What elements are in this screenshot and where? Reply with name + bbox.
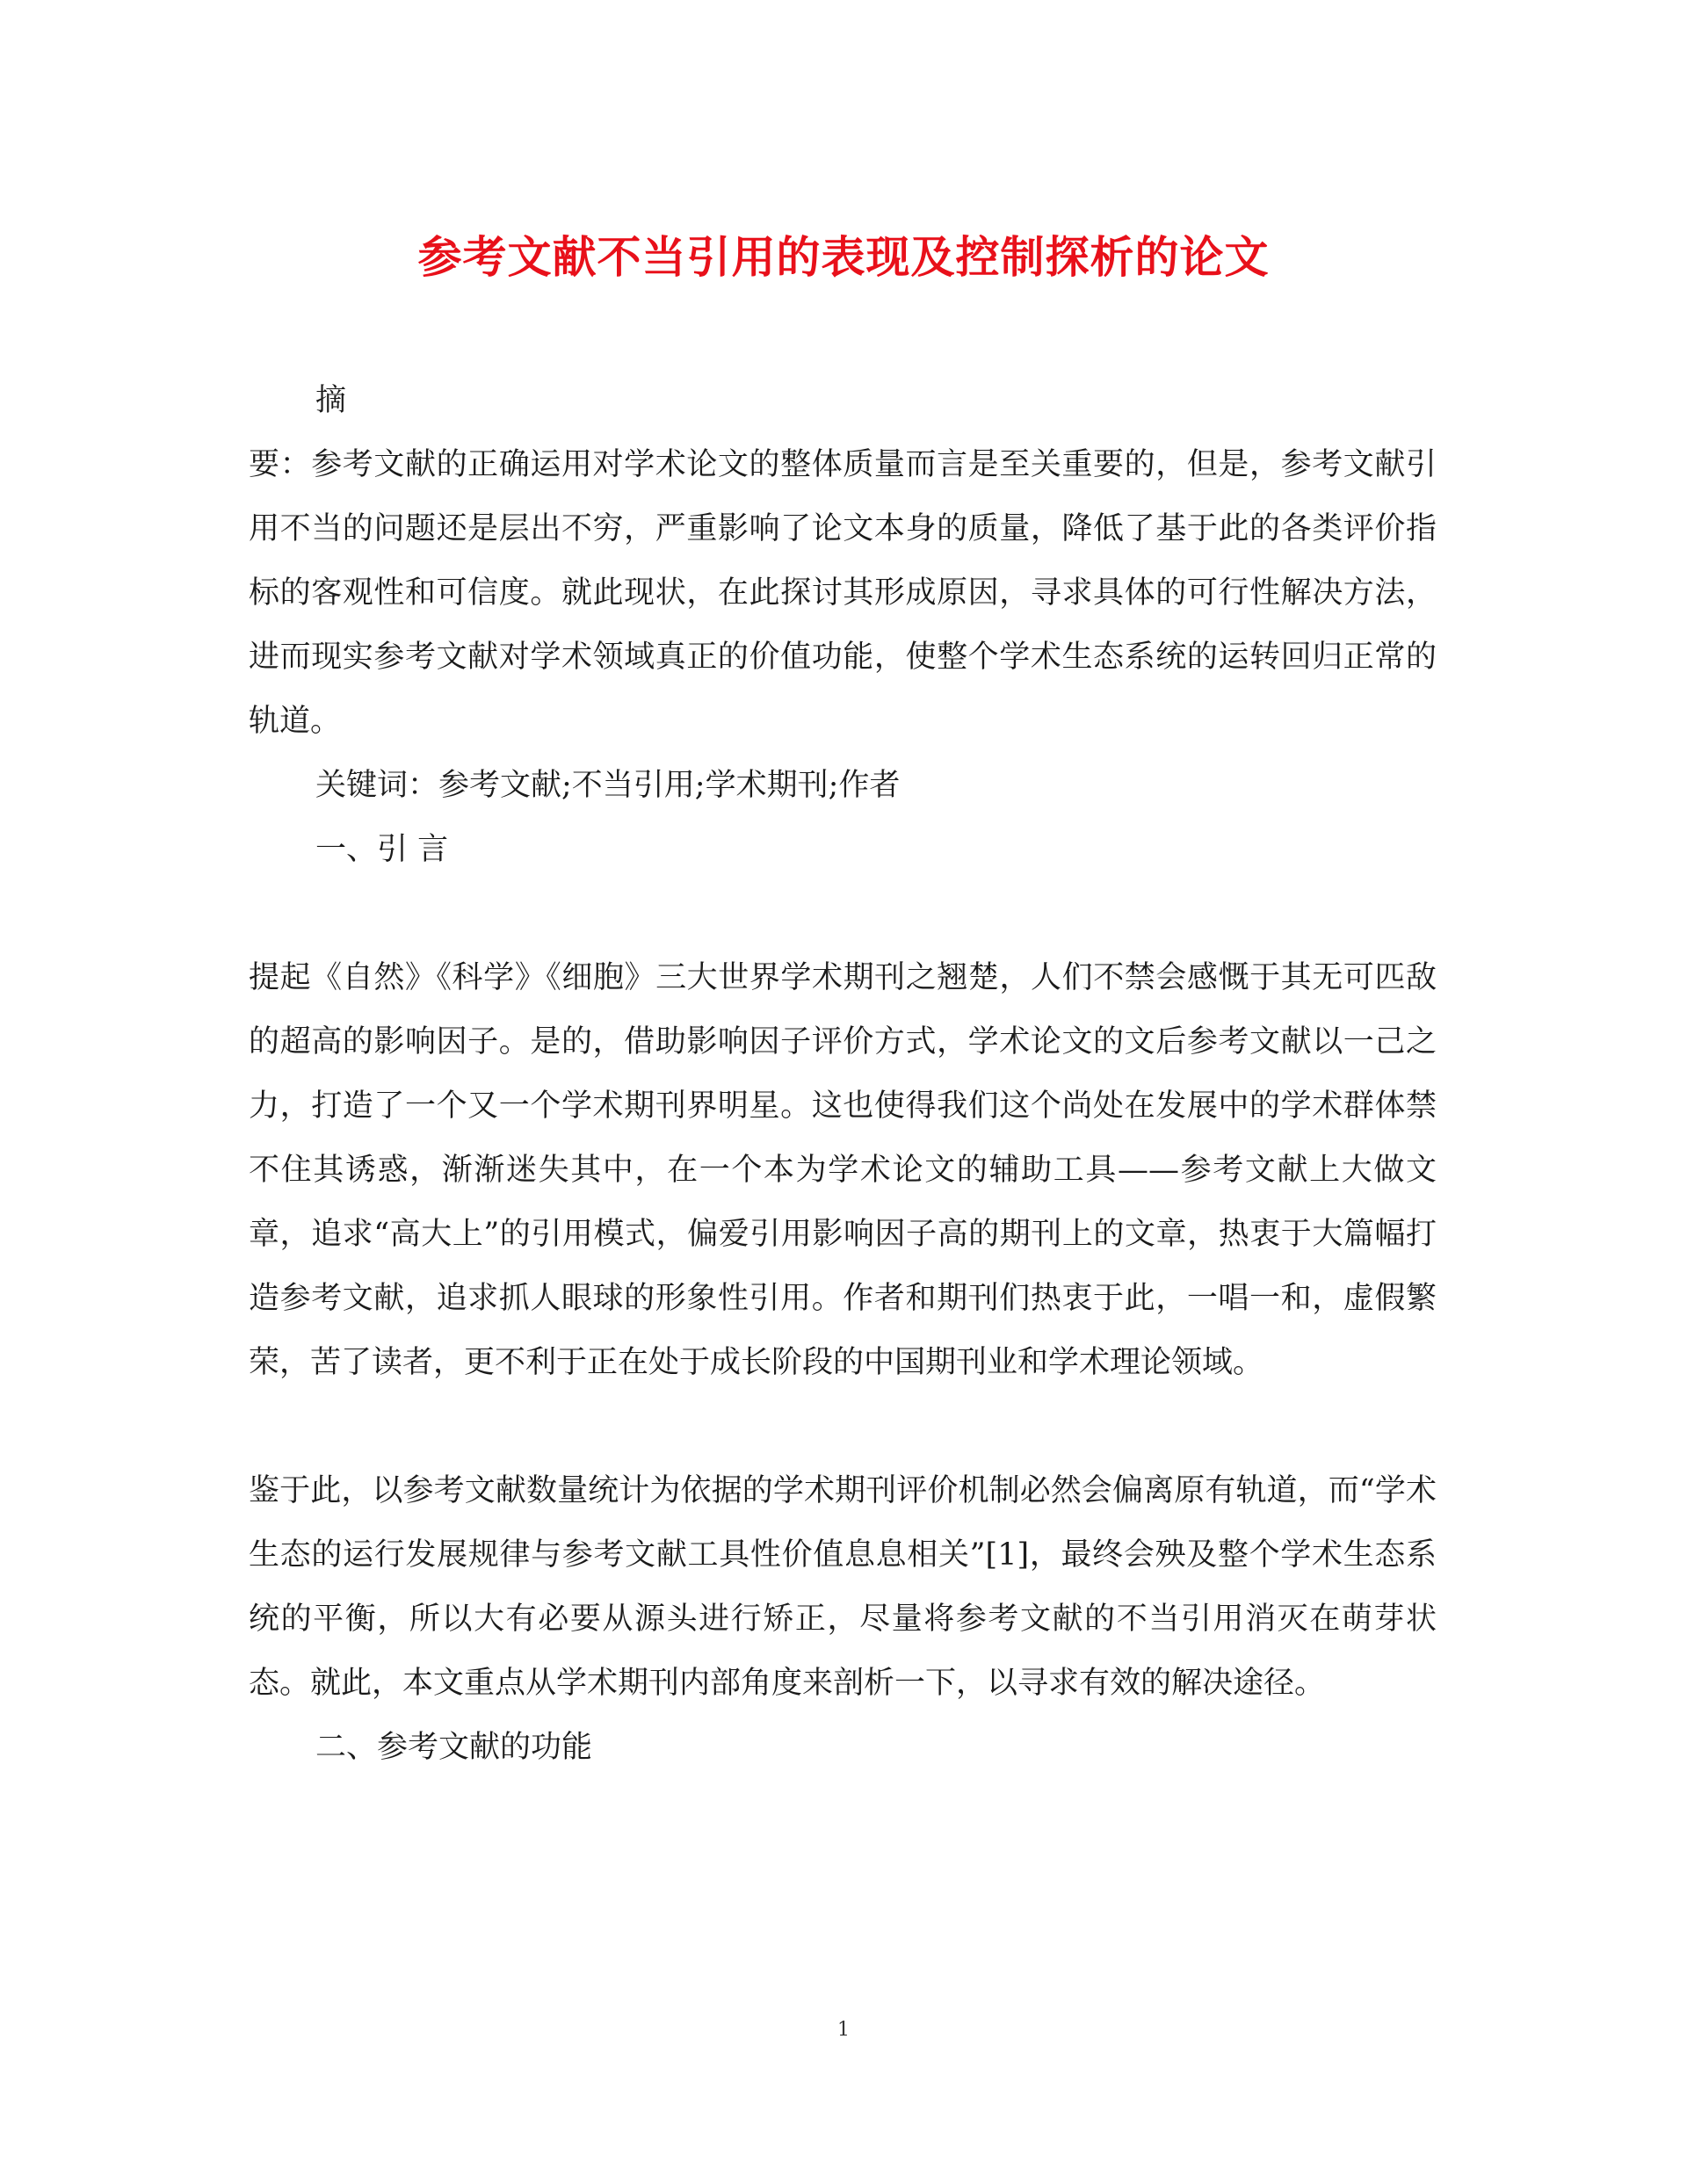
document-title: 参考文献不当引用的表现及控制探析的论文 <box>417 232 1270 283</box>
abstract-text: 要：参考文献的正确运用对学术论文的整体质量而言是至关重要的，但是，参考文献引用不当的问题还是层出不穷，严重影响了论文本身的质量，降低了基于此的各类评价指标的客观性和可信度。就此现状，在此探讨其形成原因，寻求具体的可行性解决方法，进而现实参考文献对学术领域真正的价值功能，使整个学术生态系统的运转回归正常的轨道。 <box>249 447 1437 739</box>
abstract-label: 摘 <box>315 383 347 418</box>
paragraph-spacer <box>249 1395 1437 1459</box>
introduction-paragraph-1: 提起《自然》《科学》《细胞》三大世界学术期刊之翘楚，人们不禁会感慨于其无可匹敌的超高的影响因子。是的，借助影响因子评价方式，学术论文的文后参考文献以一己之力，打造了一个又一个学术期刊界明星。这也使得我们这个尚处在发展中的学术群体禁不住其诱惑，渐渐迷失其中，在一个本为学术论文的辅助工具——参考文献上大做文章，追求“高大上”的引用模式，偏爱引用影响因子高的期刊上的文章，热衷于大篇幅打造参考文献，追求抓人眼球的形象性引用。作者和期刊们热衷于此，一唱一和，虚假繁荣，苦了读者，更不利于正在处于成长阶段的中国期刊业和学术理论领域。 <box>249 960 1437 1380</box>
paragraph-spacer <box>249 882 1437 946</box>
page-number: 1 <box>837 2019 850 2041</box>
introduction-paragraph-2: 鉴于此，以参考文献数量统计为依据的学术期刊评价机制必然会偏离原有轨道，而“学术生态的运行发展规律与参考文献工具性价值息息相关”[1]，最终会殃及整个学术生态系统的平衡，所以大有必要从源头进行矫正，尽量将参考文献的不当引用消灭在萌芽状态。就此，本文重点从学术期刊内部角度来剖析一下，以寻求有效的解决途径。 <box>249 1473 1437 1701</box>
section-heading-reference-functions: 二、参考文献的功能 <box>315 1730 593 1765</box>
section-heading-introduction: 一、引 言 <box>315 832 449 867</box>
keywords-line: 关键词：参考文献;不当引用;学术期刊;作者 <box>315 768 901 803</box>
document-body <box>249 369 1437 1780</box>
